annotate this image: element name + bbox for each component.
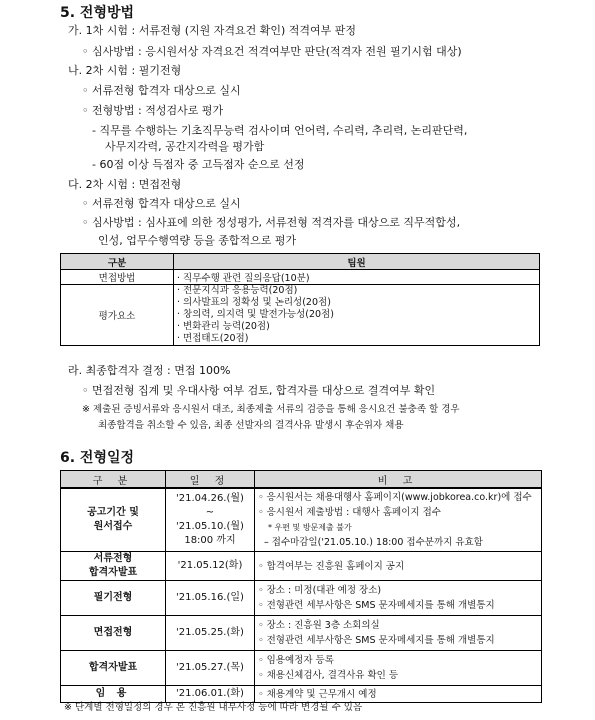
evaluation-item: · 의사발표의 정확성 및 논리성(20점) (177, 297, 331, 308)
schedule-row-date: '21.05.16.(일) (166, 581, 255, 616)
item-da-1: ◦ 서류전형 합격자 대상으로 실시 (82, 197, 241, 210)
interview-method-value: · 직무수행 관련 질의응답(10분) (174, 270, 540, 285)
schedule-row-notes: ◦ 합격여부는 진흥원 홈페이지 공지 (255, 552, 542, 581)
item-na-2a-cont: 사무지각력, 공간지각력을 평가함 (105, 140, 265, 153)
item-na-1: ◦ 서류전형 합격자 대상으로 실시 (82, 84, 241, 97)
schedule-header-date: 일 정 (166, 471, 255, 489)
schedule-row-date: '21.05.12(화) (166, 552, 255, 581)
schedule-row-name: 공고기간 및 원서접수 (61, 488, 166, 552)
interview-table (60, 253, 540, 346)
item-na-2b: - 60점 이상 득점자 중 고득점자 순으로 선정 (92, 158, 305, 171)
schedule-header-notes: 비 고 (255, 471, 542, 489)
item-na-2a: - 직무를 수행하는 기초직무능력 검사이며 언어력, 수리력, 추리력, 논리판단력, (92, 124, 468, 137)
schedule-row-date: '21.05.27.(목) (166, 651, 255, 686)
schedule-row-date: '21.04.26.(월) ~ '21.05.10.(월) 18:00 까지 (166, 488, 255, 552)
schedule-table (60, 470, 542, 703)
item-ga-1: ◦ 심사방법 : 응시원서상 자격요건 적격여부만 판단(적격자 전원 필기시험 대상) (82, 45, 462, 58)
schedule-row-name: 서류전형 합격자발표 (61, 552, 166, 581)
item-na: 나. 2차 시험 : 필기전형 (68, 64, 182, 77)
schedule-row-notes: ◦ 응시원서는 채용대행사 홈페이지(www.jobkorea.co.kr)에 접수 ◦ 응시원서 제출방법 : 대행사 홈페이지 접수 * 우편 및 방문제출 불가 – 접수마감일('21.05.10.) 18:00 접수분까지 유효함 (255, 488, 542, 552)
evaluation-item: · 면접태도(20점) (177, 333, 249, 344)
item-da-2: ◦ 심사방법 : 심사표에 의한 정성평가, 서류전형 적격자를 대상으로 직무적합성, (82, 216, 461, 229)
item-ra: 라. 최종합격자 결정 : 면접 100% (68, 364, 231, 377)
evaluation-label: 평가요소 (61, 285, 174, 346)
schedule-row-name: 합격자발표 (61, 651, 166, 686)
evaluation-item: · 창의력, 의지력 및 발전가능성(20점) (177, 309, 334, 320)
schedule-row-date: '21.06.01.(화) (166, 686, 255, 703)
evaluation-item: · 변화관리 능력(20점) (177, 321, 270, 332)
section5-title: 5. 전형방법 (60, 5, 135, 21)
schedule-row-notes: ◦ 임용예정자 등록 ◦ 채용신체검사, 결격사유 확인 등 (255, 651, 542, 686)
note-line1: ※ 제출된 증빙서류와 응시원서 대조, 최종제출 서류의 검증을 통해 응시요건 불충족 할 경우 (82, 404, 460, 415)
note-line2: 최종합격을 취소할 수 있음, 최종 선발자의 결격사유 발생시 후순위자 채용 (98, 420, 404, 431)
schedule-row-name: 임 용 (61, 686, 166, 703)
schedule-row-notes: ◦ 채용계약 및 근무개시 예정 (255, 686, 542, 703)
item-na-2: ◦ 전형방법 : 적성검사로 평가 (82, 104, 224, 117)
section6-title: 6. 전형일정 (60, 450, 135, 466)
schedule-header-category: 구 분 (61, 471, 166, 489)
interview-method-label: 면접방법 (61, 270, 174, 285)
schedule-footnote: ※ 단계별 전형일정의 경우 본 진흥원 내부사정 등에 따라 변경될 수 있음 (64, 702, 363, 713)
interview-table-header-category: 구분 (61, 254, 174, 270)
item-ra-1: ◦ 면접전형 집계 및 우대사항 여부 검토, 합격자를 대상으로 결격여부 확인 (82, 384, 436, 397)
schedule-row-name: 필기전형 (61, 581, 166, 616)
item-ga: 가. 1차 시험 : 서류전형 (지원 자격요건 확인) 적격여부 판정 (68, 24, 357, 37)
evaluation-item: · 전문지식과 응용능력(20점) (177, 285, 298, 296)
schedule-row-notes: ◦ 장소 : 진흥원 3층 소회의실 ◦ 전형관련 세부사항은 SMS 문자메세지를 통해 개별통지 (255, 616, 542, 651)
schedule-row-date: '21.05.25.(화) (166, 616, 255, 651)
interview-table-header-team: 팀원 (174, 254, 540, 270)
item-da-2-cont: 인성, 업무수행역량 등을 종합적으로 평가 (98, 234, 297, 247)
schedule-row-name: 면접전형 (61, 616, 166, 651)
item-da: 다. 2차 시험 : 면접전형 (68, 178, 182, 191)
schedule-row-notes: ◦ 장소 : 미정(대관 예정 장소) ◦ 전형관련 세부사항은 SMS 문자메세지를 통해 개별통지 (255, 581, 542, 616)
